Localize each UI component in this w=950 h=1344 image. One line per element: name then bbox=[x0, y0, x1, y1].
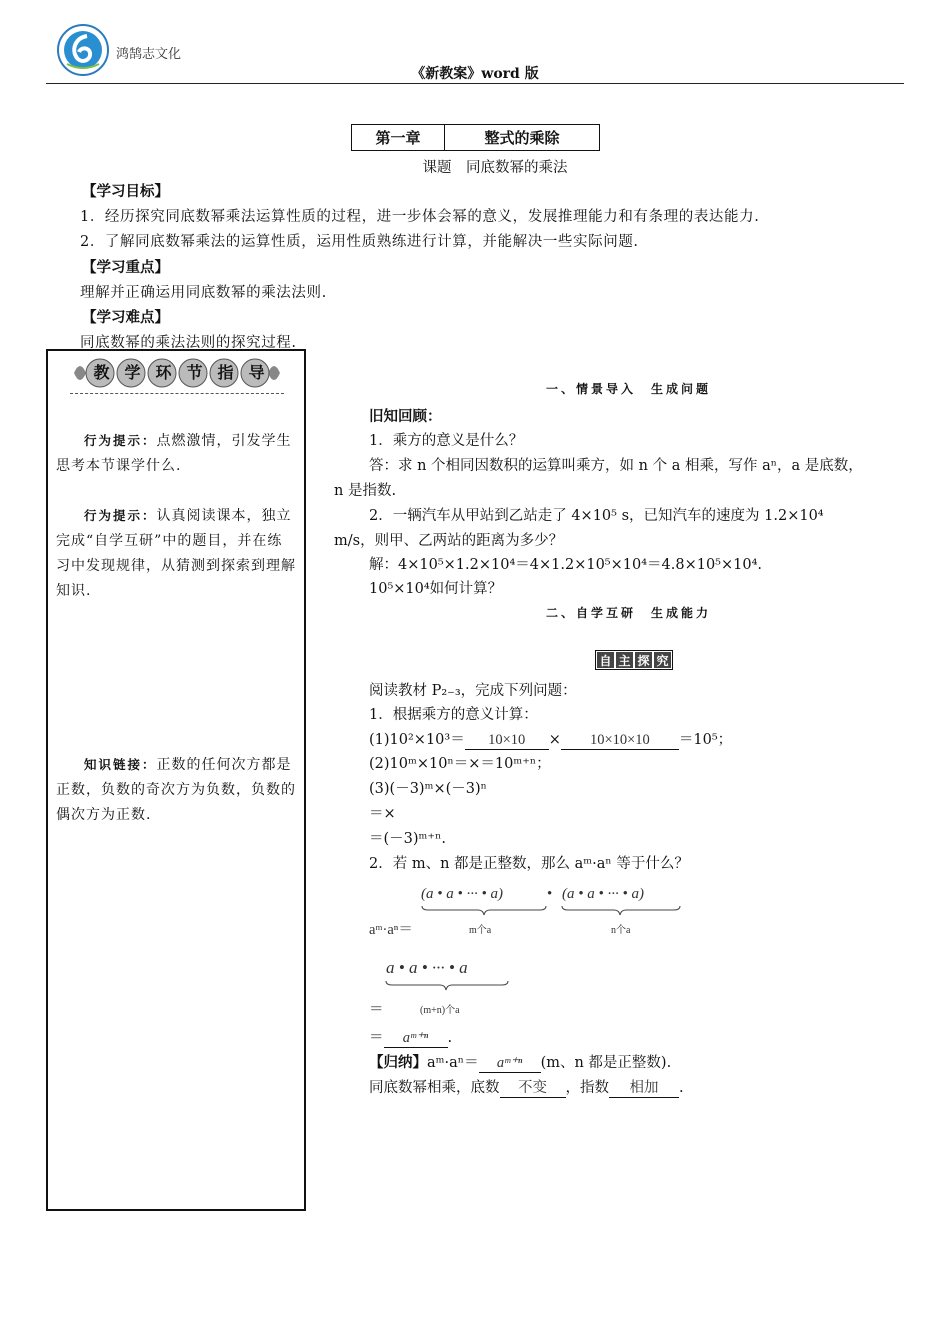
rule-end: . bbox=[679, 1080, 684, 1096]
result-period: . bbox=[447, 1030, 453, 1046]
rule-blank-2: 相加 bbox=[609, 1076, 679, 1098]
difficulties-text: 同底数幂的乘法法则的探究过程. bbox=[80, 335, 297, 351]
banner-char: 环 bbox=[155, 363, 172, 382]
summary-blank: aᵐ⁺ⁿ bbox=[479, 1055, 541, 1073]
key-points-heading: 【学习重点】 bbox=[82, 260, 169, 276]
brace-label-m: m个a bbox=[469, 925, 492, 936]
banner-char: 导 bbox=[248, 363, 265, 382]
summary bbox=[369, 1051, 671, 1073]
result-line bbox=[369, 1026, 452, 1048]
answer-1-line-1: 答：求 n 个相同因数积的运算叫乘方，如 n 个 a 相乘，写作 aⁿ，a 是底数， bbox=[369, 458, 863, 474]
knowledge-link-label: 知识链接： bbox=[84, 757, 157, 772]
chapter-box bbox=[351, 124, 600, 151]
lesson-title: 课题 同底数幂的乘法 bbox=[422, 160, 568, 176]
self-explore-box bbox=[595, 650, 673, 670]
question-2-line-2: m/s，则甲、乙两站的距离为多少？ bbox=[334, 533, 564, 549]
objectives-heading: 【学习目标】 bbox=[82, 184, 169, 200]
equation-1-blank-2: 10×10×10 bbox=[561, 732, 679, 750]
review-label: 旧知回顾： bbox=[369, 409, 442, 425]
product-dot: • bbox=[547, 886, 553, 902]
answer-1-line-2: n 是指数. bbox=[334, 483, 397, 499]
product-group-n: (a • a • ··· • a) bbox=[562, 886, 644, 902]
banner-char: 节 bbox=[186, 363, 203, 382]
brace-icon bbox=[420, 904, 682, 916]
tip-1-text: 点燃激情，引发学生思考本节课学什么. bbox=[56, 433, 292, 474]
solution: 解：4×10⁵×1.2×10⁴＝4×1.2×10⁵×10⁴＝4.8×10⁵×10⁴. bbox=[369, 557, 763, 573]
tip-1-label: 行为提示： bbox=[84, 433, 157, 448]
tip-2 bbox=[56, 503, 296, 604]
equation-1-suffix: ＝10⁵； bbox=[678, 732, 733, 748]
rule-mid: ，指数 bbox=[565, 1080, 609, 1096]
rule bbox=[369, 1076, 684, 1098]
header-divider bbox=[46, 83, 904, 84]
product-combined: a • a • ··· • a bbox=[386, 958, 468, 977]
question-2-line-1: 2．一辆汽车从甲站到乙站走了 4×10⁵ s，已知汽车的速度为 1.2×10⁴ bbox=[369, 508, 824, 524]
explore-char: 探 bbox=[635, 652, 652, 668]
rule-prefix: 同底数幂相乘，底数 bbox=[369, 1080, 500, 1096]
brace-label-mn: (m+n)个a bbox=[420, 1005, 460, 1016]
equation-1-blank-1: 10×10 bbox=[465, 732, 549, 750]
question-3: 10⁵×10⁴如何计算？ bbox=[369, 581, 503, 597]
explore-char: 究 bbox=[654, 652, 671, 668]
objective-item-1: 1．经历探究同底数幂乘法运算性质的过程，进一步体会幂的意义，发展推理能力和有条理的表达能力. bbox=[80, 209, 760, 225]
chapter-title: 整式的乘除 bbox=[484, 129, 560, 147]
brace-label-n: n个a bbox=[611, 925, 631, 936]
explore-char: 主 bbox=[616, 652, 633, 668]
banner-dashed-divider bbox=[70, 393, 284, 394]
banner-char: 教 bbox=[93, 363, 110, 382]
tip-2-label: 行为提示： bbox=[84, 508, 157, 523]
summary-lhs: aᵐ·aⁿ＝ bbox=[427, 1055, 479, 1071]
tip-1 bbox=[56, 428, 296, 479]
question-1: 1．乘方的意义是什么？ bbox=[369, 433, 524, 449]
knowledge-link-text: 正数的任何次方都是正数，负数的奇次方为负数，负数的偶次方为正数. bbox=[56, 757, 296, 823]
rule-blank-1: 不变 bbox=[500, 1076, 566, 1098]
logo-text: 鸿鹄志文化 bbox=[116, 47, 182, 62]
product-lhs: aᵐ·aⁿ＝ bbox=[369, 922, 413, 938]
explore-char: 自 bbox=[597, 652, 614, 668]
equation-2: (2)10ᵐ×10ⁿ＝×＝10ᵐ⁺ⁿ； bbox=[369, 756, 551, 772]
tip-2-text: 认真阅读课本，独立完成“自学互研”中的题目，并在练习中发现规律，从猜测到探索到理解知识. bbox=[56, 508, 296, 599]
result-equals: ＝ bbox=[369, 1030, 384, 1046]
document-title: 《新教案》word 版 bbox=[411, 66, 539, 82]
product-group-m: (a • a • ··· • a) bbox=[421, 886, 503, 902]
result-blank: aᵐ⁺ⁿ bbox=[384, 1030, 448, 1048]
summary-label: 【归纳】 bbox=[369, 1055, 427, 1071]
task-2: 2．若 m、n 都是正整数，那么 aᵐ·aⁿ 等于什么？ bbox=[369, 856, 689, 872]
equation-1 bbox=[369, 728, 732, 750]
equation-3: (3)(－3)ᵐ×(－3)ⁿ bbox=[369, 781, 487, 797]
section-1-title: 一、情景导入 生成问题 bbox=[546, 382, 712, 396]
equation-3-line-3: ＝(－3)ᵐ⁺ⁿ. bbox=[369, 831, 446, 847]
chapter-label: 第一章 bbox=[352, 125, 445, 150]
read-instruction: 阅读教材 P₂₋₃，完成下列问题： bbox=[369, 683, 577, 699]
objective-item-2: 2．了解同底数幂乘法的运算性质，运用性质熟练进行计算，并能解决一些实际问题. bbox=[80, 234, 639, 250]
knowledge-link bbox=[56, 752, 296, 828]
task-1: 1．根据乘方的意义计算： bbox=[369, 707, 538, 723]
section-2-title: 二、自学互研 生成能力 bbox=[546, 606, 712, 620]
key-points-text: 理解并正确运用同底数幂的乘法法则. bbox=[80, 285, 327, 301]
banner-char: 学 bbox=[124, 363, 141, 382]
equation-1-prefix: (1)10²×10³＝ bbox=[369, 732, 465, 748]
teaching-guide-banner bbox=[72, 357, 282, 389]
equation-1-mid: × bbox=[548, 732, 561, 748]
difficulties-heading: 【学习难点】 bbox=[82, 310, 169, 326]
banner-char: 指 bbox=[217, 363, 234, 382]
equals-sign: ＝ bbox=[369, 1002, 384, 1018]
summary-suffix: (m、n 都是正整数). bbox=[540, 1055, 672, 1071]
brace-icon bbox=[384, 979, 512, 991]
equation-3-line-2: ＝× bbox=[369, 806, 396, 822]
